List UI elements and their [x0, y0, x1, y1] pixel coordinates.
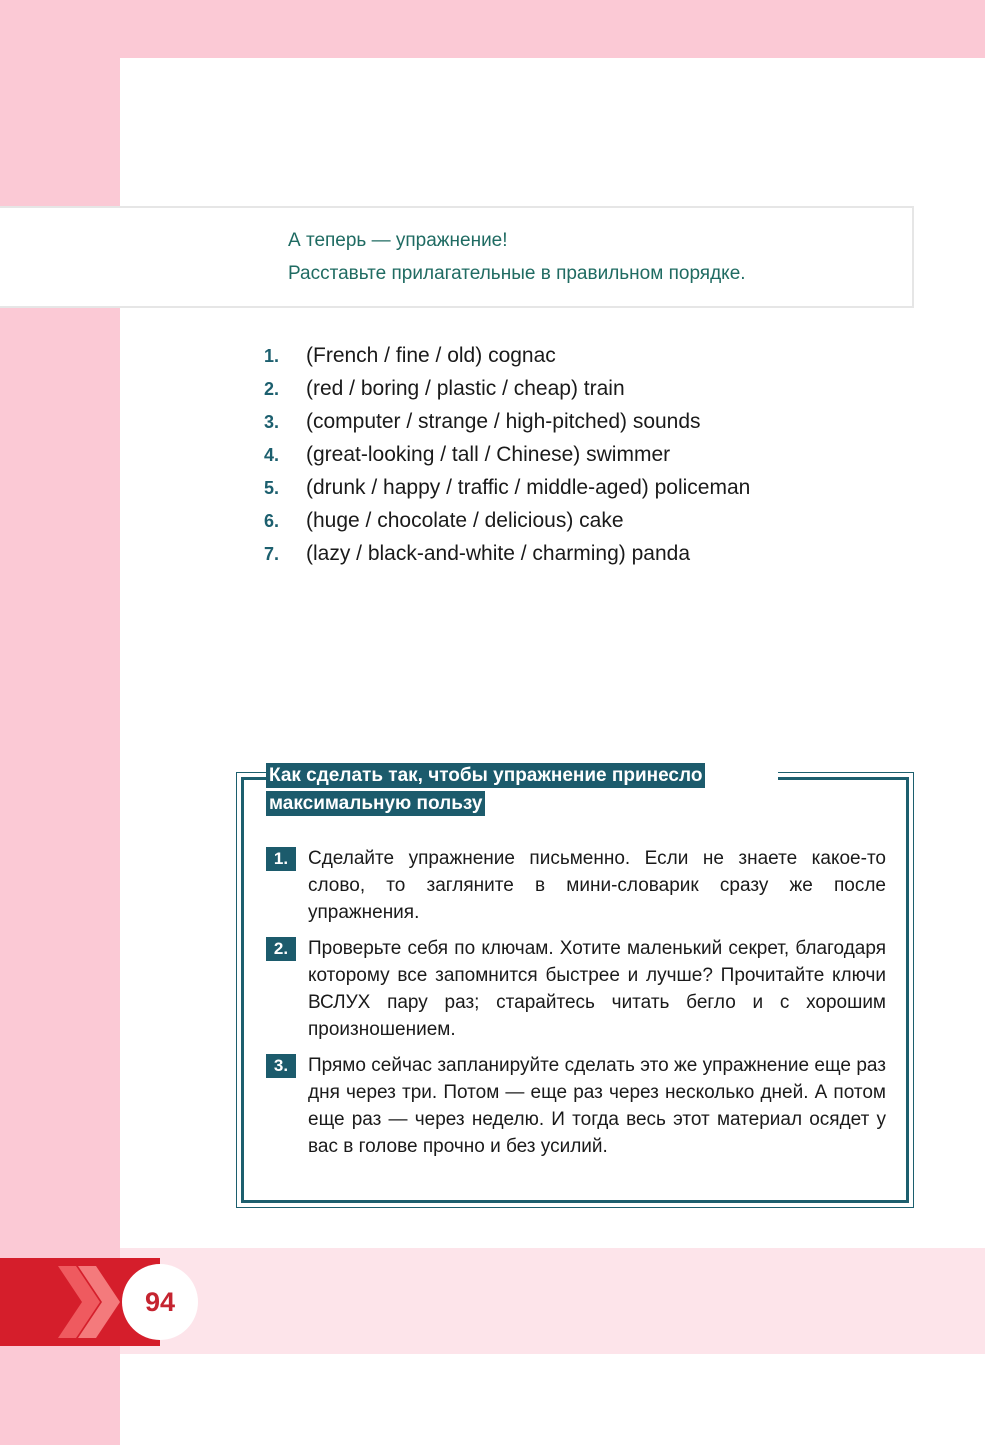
exercise-number: 1.	[264, 346, 280, 366]
tip-number-badge: 1.	[266, 847, 296, 871]
tip-text: Проверьте себя по ключам. Хотите маленький секрет, благодаря которому все запомнится быстрее и лучше? Прочитайте ключи ВСЛУХ пару раз; старайтесь читать бегло и с хорошим произношением.	[308, 938, 886, 1040]
exercise-number: 5.	[264, 478, 280, 498]
exercise-number: 6.	[264, 511, 280, 531]
tip-text: Прямо сейчас запланируйте сделать это же упражнение еще раз дня через три. Потом — еще раз через несколько дней. А потом еще раз — через неделю. И тогда весь этот материал осядет у вас в голове прочно и без усилий.	[308, 1055, 886, 1157]
exercise-number: 2.	[264, 379, 280, 399]
exercise-item	[264, 377, 904, 410]
page-number: 94	[144, 1287, 176, 1317]
exercise-number: 4.	[264, 445, 280, 465]
exercise-number: 7.	[264, 544, 280, 564]
exercise-text: (huge / chocolate / delicious) cake	[306, 509, 624, 532]
exercise-item	[264, 410, 904, 443]
exercise-item	[264, 476, 904, 509]
exercise-item	[264, 542, 904, 575]
tip-item	[266, 1052, 886, 1160]
tip-title-line: Как сделать так, чтобы упражнение принесло	[266, 763, 705, 788]
exercise-item	[264, 443, 904, 476]
bottom-pink-band	[120, 1248, 985, 1354]
intro-heading: А теперь — упражнение!	[288, 230, 508, 251]
exercise-text: (computer / strange / high-pitched) sounds	[306, 410, 701, 433]
exercise-list	[264, 344, 904, 575]
tip-text: Сделайте упражнение письменно. Если не знаете какое-то слово, то загляните в мини-словарик сразу же после упражнения.	[308, 848, 886, 923]
tip-item	[266, 935, 886, 1043]
tip-title-line: максимальную пользу	[266, 791, 485, 816]
tip-number-badge: 3.	[266, 1054, 296, 1078]
tip-number-badge: 2.	[266, 937, 296, 961]
intro-instruction: Расставьте прилагательные в правильном порядке.	[288, 263, 746, 284]
exercise-number: 3.	[264, 412, 280, 432]
exercise-text: (red / boring / plastic / cheap) train	[306, 377, 625, 400]
double-chevron-icon	[54, 1258, 124, 1346]
exercise-item	[264, 344, 904, 377]
exercise-item	[264, 509, 904, 542]
tip-box-title	[266, 763, 778, 819]
intro-box	[0, 206, 914, 308]
exercise-text: (French / fine / old) cognac	[306, 344, 556, 367]
exercise-text: (drunk / happy / traffic / middle-aged) policeman	[306, 476, 751, 499]
tip-item	[266, 845, 886, 926]
tip-list	[266, 845, 886, 1169]
top-pink-band	[0, 0, 985, 58]
exercise-text: (great-looking / tall / Chinese) swimmer	[306, 443, 671, 466]
exercise-text: (lazy / black-and-white / charming) panda	[306, 542, 691, 565]
